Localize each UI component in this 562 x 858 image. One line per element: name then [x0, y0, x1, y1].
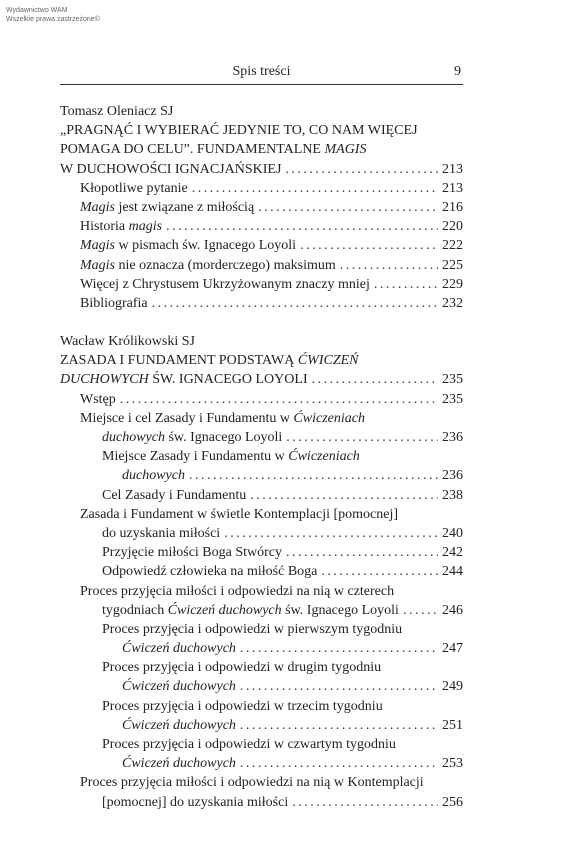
toc-subentry[interactable]: Ćwiczeń duchowych . . . 253 [60, 754, 463, 773]
chapter-title-line: „PRAGNĄĆ I WYBIERAĆ JEDYNIE TO, CO NAM WIĘCEJ [60, 123, 418, 139]
toc-entry[interactable]: Magis w pismach św. Ignacego Loyoli . . . 222 [60, 236, 463, 255]
toc-entry[interactable]: tygodniach Ćwiczeń duchowych św. Ignacego Loyoli . . . 246 [60, 601, 463, 620]
page-number: 220 [442, 219, 463, 235]
copyright-notice: Wszelkie prawa zastrzeżone© [6, 16, 100, 23]
toc-subentry-line[interactable]: Proces przyjęcia i odpowiedzi w czwartym tygodniu [102, 737, 396, 752]
chapter-title-entry[interactable]: W DUCHOWOŚCI IGNACJAŃSKIEJ . . . 213 [60, 160, 463, 179]
toc-entry[interactable]: [pomocnej] do uzyskania miłości . . . 256 [60, 793, 463, 812]
toc-subentry[interactable]: Ćwiczeń duchowych . . . 247 [60, 639, 463, 658]
toc-subentry-line[interactable]: Proces przyjęcia i odpowiedzi w trzecim tygodniu [102, 698, 383, 714]
toc-entry-line[interactable]: Miejsce i cel Zasady i Fundamentu w Ćwiczeniach [80, 410, 365, 426]
toc-subentry-line[interactable]: Proces przyjęcia i odpowiedzi w pierwszym tygodniu [102, 621, 403, 637]
chapter-title-entry[interactable]: DUCHOWYCH ŚW. IGNACEGO LOYOLI . . . 235 [60, 370, 463, 389]
publisher-name: Wydawnictwo WAM [6, 7, 68, 14]
page-number: 225 [442, 257, 463, 273]
toc-entry[interactable]: Magis nie oznacza (morderczego) maksimum . . . 225 [60, 256, 463, 275]
table-of-contents [60, 102, 463, 812]
toc-subentry[interactable]: duchowych . . . 236 [60, 466, 463, 485]
chapter-title-line: ZASADA I FUNDAMENT PODSTAWĄ ĆWICZEŃ [60, 353, 359, 369]
running-header [60, 62, 463, 82]
page-number: 222 [442, 238, 463, 254]
toc-entry-line[interactable]: Proces przyjęcia miłości i odpowiedzi na nią w Kontemplacji [80, 775, 424, 791]
toc-subentry-line[interactable]: Proces przyjęcia i odpowiedzi w drugim tygodniu [102, 660, 382, 676]
chapter-author: Tomasz Oleniacz SJ [60, 104, 174, 119]
toc-entry[interactable]: Kłopotliwe pytanie . . . 213 [60, 179, 463, 198]
page-number: 253 [442, 756, 463, 772]
toc-subentry[interactable]: Ćwiczeń duchowych . . . 249 [60, 677, 463, 696]
toc-entry-line[interactable]: Zasada i Fundament w świetle Kontemplacji [pomocnej] [80, 506, 399, 522]
toc-entry[interactable]: Wstęp . . . 235 [60, 390, 463, 409]
toc-entry[interactable]: Bibliografia . . . 232 [60, 294, 463, 313]
page-number: 247 [442, 641, 463, 657]
toc-entry[interactable]: do uzyskania miłości . . . 240 [60, 524, 463, 543]
toc-entry[interactable]: Magis jest związane z miłością . . . 216 [60, 198, 463, 217]
chapter-title-line: POMAGA DO CELU”. FUNDAMENTALNE MAGIS [60, 142, 367, 158]
page-number: 232 [442, 295, 463, 311]
toc-subentry[interactable]: Przyjęcie miłości Boga Stwórcy . . . 242 [60, 543, 463, 562]
page-number: 244 [442, 564, 463, 580]
header-title: Spis treści [232, 64, 291, 79]
toc-subentry[interactable]: Cel Zasady i Fundamentu . . . 238 [60, 486, 463, 505]
chapter-author: Wacław Królikowski SJ [60, 334, 195, 350]
toc-entry[interactable]: Historia magis . . . 220 [60, 217, 463, 236]
publisher-notice [6, 6, 100, 24]
toc-entry[interactable]: duchowych św. Ignacego Loyoli . . . 236 [60, 428, 463, 447]
header-rule [60, 84, 463, 85]
page-number: 235 [442, 372, 463, 388]
toc-entry-line[interactable]: Proces przyjęcia miłości i odpowiedzi na nią w czterech [80, 583, 395, 599]
page-number: 213 [442, 161, 463, 177]
page-number: 249 [442, 679, 463, 695]
page-number: 242 [442, 545, 463, 561]
toc-subentry[interactable]: Odpowiedź człowieka na miłość Boga . . . 244 [60, 562, 463, 581]
header-page-number: 9 [454, 64, 461, 79]
toc-subentry[interactable]: Ćwiczeń duchowych . . . 251 [60, 716, 463, 735]
page-number: 229 [442, 276, 463, 292]
page-number: 216 [442, 199, 463, 215]
page-number: 213 [442, 180, 463, 196]
toc-entry[interactable]: Więcej z Chrystusem Ukrzyżowanym znaczy mniej . . . 229 [60, 275, 463, 294]
toc-subentry-line[interactable]: Miejsce Zasady i Fundamentu w Ćwiczeniach [102, 449, 360, 465]
page-number: 251 [442, 717, 463, 733]
